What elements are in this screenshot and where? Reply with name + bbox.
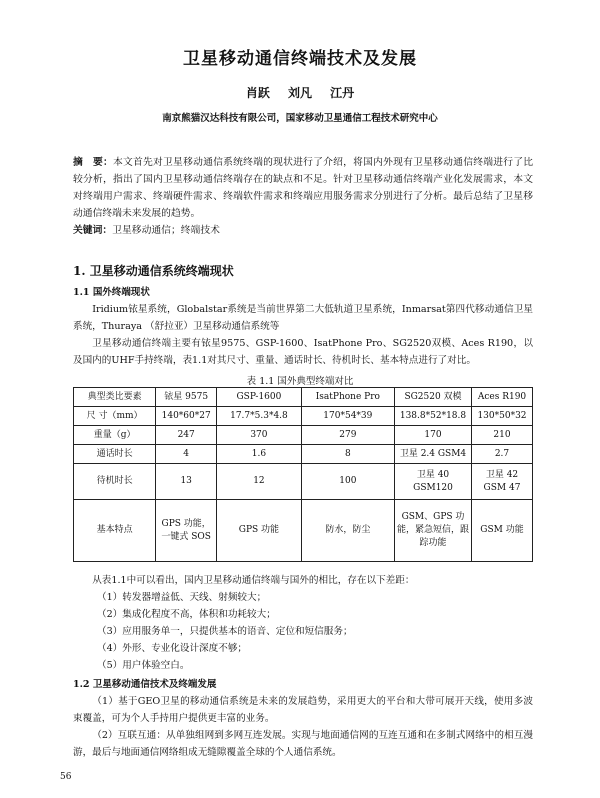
keywords [73,222,220,236]
page-number: 56 [60,772,72,782]
abstract-label: 摘 要： [73,157,114,168]
table-cell: GPS 功能 [217,500,302,562]
table-cell: GSM 功能 [472,500,533,562]
table-row [74,445,533,464]
table-cell: 130*50*32 [472,407,533,426]
list-item: （2）集成化程度不高，体积和功耗较大； [97,609,276,620]
list-item: （3）应用服务单一，只提供基本的语音、定位和短信服务； [97,626,353,637]
table-cell: 247 [156,426,217,445]
paragraph-3: 从表1.1中可以看出，国内卫星移动通信终端与国外的相比，存在以下差距： [92,575,415,586]
abstract-text: 本文首先对卫星移动通信系统终端的现状进行了介绍，将国内外现有卫星移动通信终端进行了比较分析，指出了国内卫星移动通信终端存在的缺点和不足。针对卫星移动通信终端产业化发展需求，本文对终端用户需求、终端硬件需求、终端软件需求和终端应用服务需求分别进行了分析。最后总结了卫星移动通信终端未来发展的趋势。 [73,157,534,219]
section-1-2-heading: 1.2 卫星移动通信技术及终端发展 [73,679,217,690]
table-cell: 卫星 2.4 GSM4 [395,445,472,464]
paragraph-2: 卫星移动通信终端主要有铱星9575、GSP-1600、IsatPhone Pro、SG2520双模、Aces R190，以及国内的UHF手持终端，表1.1对其尺寸、重量、通话时长、待机时长、基本特点进行了对比。 [73,338,533,366]
paper-title: 卫星移动通信终端技术及发展 [183,49,417,69]
list-item: （1）转发器增益低、天线、射频较大； [97,592,267,603]
table-cell: 待机时长 [74,464,156,500]
table-cell: GPS 功能，一键式 SOS [156,500,217,562]
table-cell: 4 [156,445,217,464]
table-cell: 12 [217,464,302,500]
table-header-cell: GSP-1600 [217,388,302,407]
table-cell: GSM、GPS 功能，紧急短信，跟踪功能 [395,500,472,562]
table-row [74,407,533,426]
table-cell: 尺 寸（mm） [74,407,156,426]
list-item: （5）用户体验空白。 [97,660,190,671]
table-cell: 通话时长 [74,445,156,464]
table-row [74,464,533,500]
table-header-cell: Aces R190 [472,388,533,407]
table-cell: 卫星 42 GSM 47 [472,464,533,500]
table-caption: 表 1.1 国外典型终端对比 [246,376,354,387]
table-cell: 1.6 [217,445,302,464]
table-header-cell: IsatPhone Pro [301,388,394,407]
list-item: （4）外形、专业化设计深度不够； [97,643,248,654]
authors: 肖跃 刘凡 江丹 [245,86,355,100]
table-cell: 170 [395,426,472,445]
table-cell: 基本特点 [74,500,156,562]
table-cell: 100 [301,464,394,500]
paragraph-4: （1）基于GEO卫星的移动通信系统是未来的发展趋势，采用更大的平台和大带可展开天线，使用多波束覆盖，可为个人手持用户提供更丰富的业务。 [73,696,533,724]
table-cell: 13 [156,464,217,500]
table-header-cell: 典型类比要素 [74,388,156,407]
table-cell: 防水，防尘 [301,500,394,562]
table-header-cell: 铱星 9575 [156,388,217,407]
table-cell: 17.7*5.3*4.8 [217,407,302,426]
paragraph-5: （2）互联互通：从单独组网到多网互连发展。实现与地面通信网的互连互通和在多制式网络中的相互漫游，最后与地面通信网络组成无缝隙覆盖全球的个人通信系统。 [73,730,533,758]
table-header-cell: SG2520 双模 [395,388,472,407]
table-header-row [74,388,533,407]
table-cell: 重量（g） [74,426,156,445]
table-cell: 138.8*52*18.8 [395,407,472,426]
comparison-table [73,387,533,562]
keywords-text: 卫星移动通信；终端技术 [112,225,220,236]
table-cell: 2.7 [472,445,533,464]
table-cell: 210 [472,426,533,445]
abstract [73,154,533,222]
table-cell: 8 [301,445,394,464]
paragraph-1: Iridium铱星系统，Globalstar系统是当前世界第二大低轨道卫星系统，Inmarsat第四代移动通信卫星系统，Thuraya （舒拉亚）卫星移动通信系统等 [73,304,533,332]
affiliation: 南京熊猫汉达科技有限公司，国家移动卫星通信工程技术研究中心 [162,113,438,124]
section-1-1-heading: 1.1 国外终端现状 [73,287,150,298]
table-cell: 279 [301,426,394,445]
table-row [74,500,533,562]
keywords-label: 关键词： [73,225,113,236]
table-cell: 370 [217,426,302,445]
table-cell: 170*54*39 [301,407,394,426]
table-cell: 卫星 40 GSM120 [395,464,472,500]
section-1-heading: 1. 卫星移动通信系统终端现状 [73,264,234,278]
table-row [74,426,533,445]
table-cell: 140*60*27 [156,407,217,426]
